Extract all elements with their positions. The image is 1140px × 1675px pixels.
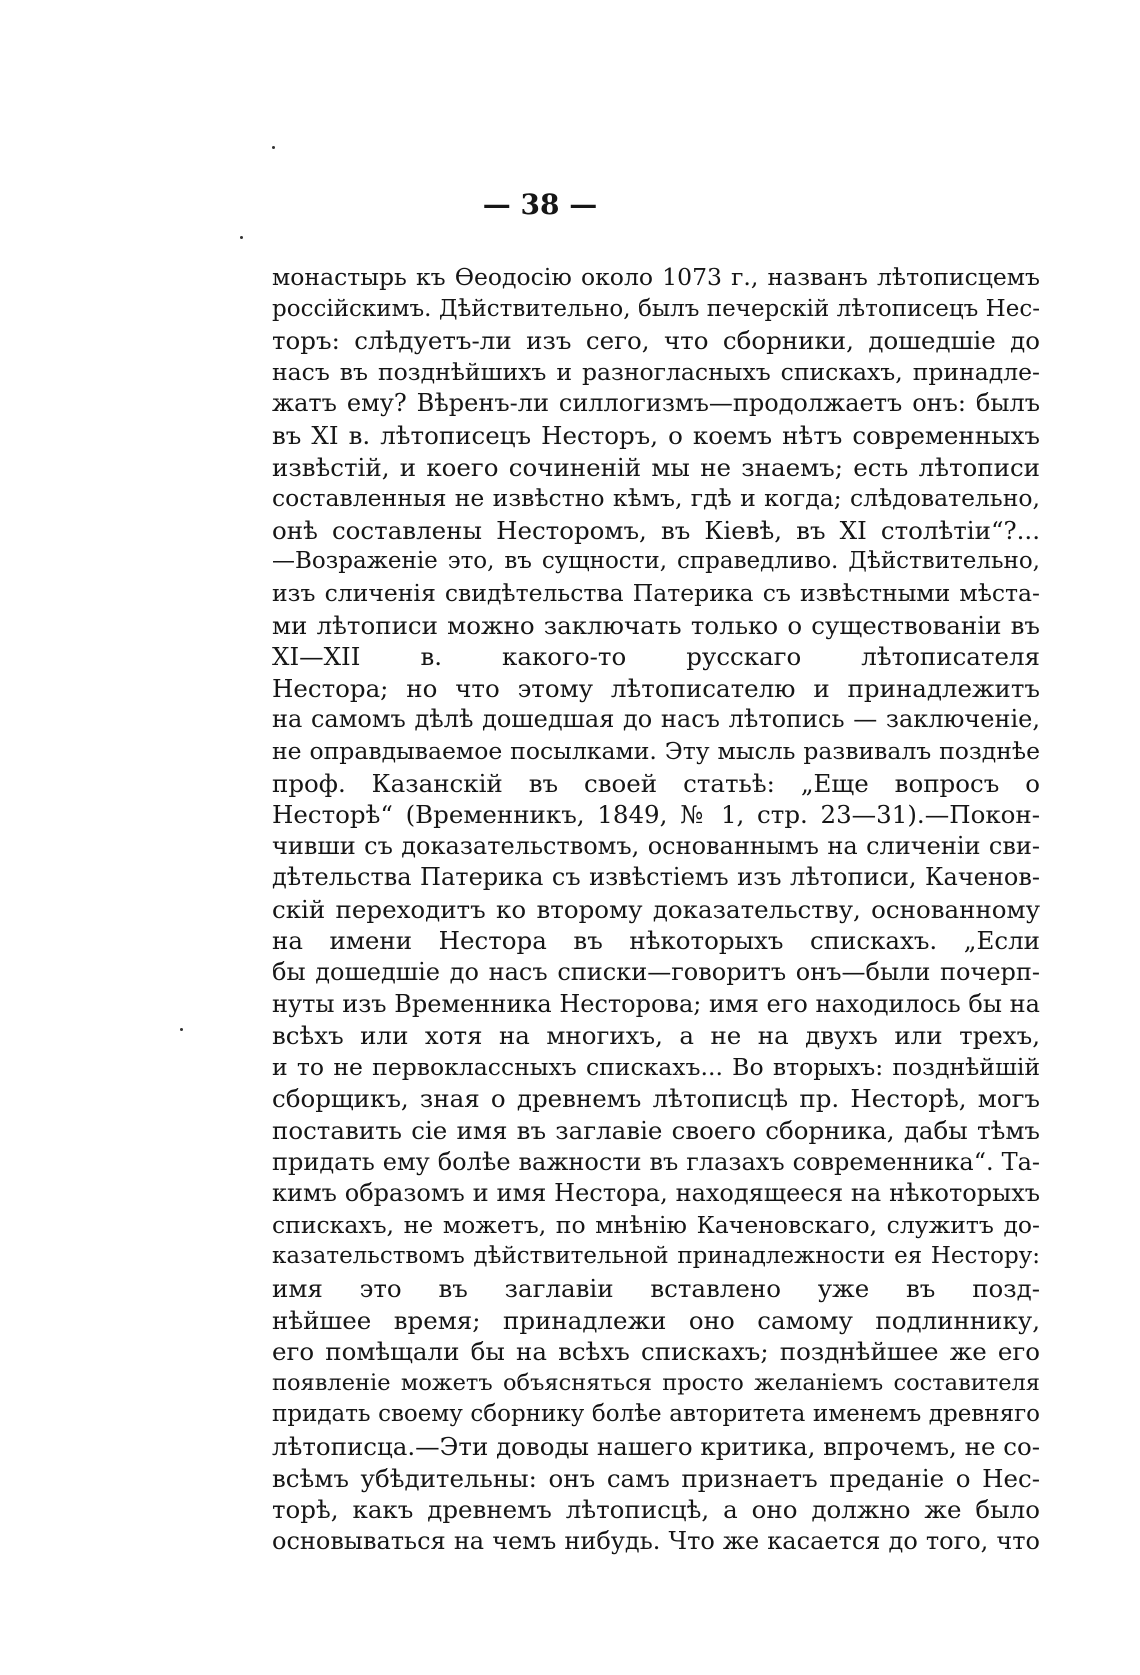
- text-line: всѣмъ убѣдительны: онъ самъ признаетъ преданіе о Нес-: [272, 1463, 1040, 1493]
- text-line: его помѣщали бы на всѣхъ спискахъ; позднѣйшее же его: [272, 1337, 1040, 1367]
- text-line: проф. Казанскій въ своей статьѣ: „Еще вопросъ о: [272, 768, 1040, 798]
- text-line: появленіе можетъ объясняться просто желаніемъ составителя: [272, 1369, 1040, 1396]
- scan-speck: [180, 1028, 183, 1031]
- text-line: въ XI в. лѣтописецъ Несторъ, о коемъ нѣтъ современныхъ: [272, 420, 1040, 450]
- text-line: бы дошедшіе до насъ списки—говоритъ онъ—были почерп-: [272, 958, 1040, 987]
- text-line: изъ сличенія свидѣтельства Патерика съ извѣстными мѣста-: [272, 578, 1040, 607]
- text-line: кимъ образомъ и имя Нестора, находящееся на нѣкоторыхъ: [272, 1179, 1040, 1208]
- text-line: жатъ ему? Вѣренъ-ли силлогизмъ—продолжаетъ онъ: былъ: [272, 389, 1040, 418]
- text-line: основываться на чемъ нибудь. Что же касается до того, что: [272, 1526, 1040, 1555]
- text-line: на самомъ дѣлѣ дошедшая до насъ лѣтопись — заключеніе,: [272, 705, 1040, 734]
- text-line: придать своему сборнику болѣе авторитета именемъ древняго: [272, 1401, 1040, 1428]
- text-line: и то не первоклассныхъ спискахъ... Во вторыхъ: позднѣйшій: [272, 1052, 1040, 1081]
- scan-speck: [240, 236, 243, 239]
- text-line: извѣстій, и коего сочиненій мы не знаемъ; есть лѣтописи: [272, 452, 1040, 482]
- text-line: дѣтельства Патерика съ извѣстіемъ изъ лѣтописи, Каченов-: [272, 863, 1040, 892]
- text-line: ми лѣтописи можно заключать только о существованіи въ: [272, 610, 1040, 640]
- text-line: составленныя не извѣстно кѣмъ, гдѣ и когда; слѣдовательно,: [272, 484, 1040, 513]
- text-line: Несторѣ“ (Временникъ, 1849, № 1, стр. 23—31).—Покон-: [272, 800, 1040, 830]
- text-line: XI—XII в. какого-то русскаго лѣтописателя: [272, 642, 1040, 672]
- text-line: имя это въ заглавіи вставлено уже въ позд-: [272, 1274, 1040, 1303]
- text-line: торъ: слѣдуетъ-ли изъ сего, что сборники, дошедшіе до: [272, 326, 1040, 356]
- text-line: насъ въ позднѣйшихъ и разногласныхъ спискахъ, принадле-: [272, 357, 1040, 386]
- text-line: придать ему болѣе важности въ глазахъ современника“. Та-: [272, 1147, 1040, 1176]
- text-line: скій переходитъ ко второму доказательству, основанному: [272, 894, 1040, 924]
- text-line: онѣ составлены Несторомъ, въ Кіевѣ, въ XI столѣтіи“?...: [272, 515, 1040, 545]
- text-line: на имени Нестора въ нѣкоторыхъ спискахъ. „Если: [272, 926, 1040, 956]
- text-line: спискахъ, не можетъ, по мнѣнію Каченовскаго, служитъ до-: [272, 1210, 1040, 1239]
- body-text: [272, 262, 1040, 1557]
- text-line: нуты изъ Временника Несторова; имя его находилось бы на: [272, 989, 1040, 1018]
- text-line: поставить сіе имя въ заглавіе своего сборника, дабы тѣмъ: [272, 1116, 1040, 1146]
- text-line: торѣ, какъ древнемъ лѣтописцѣ, а оно должно же было: [272, 1495, 1040, 1525]
- text-line: лѣтописца.—Эти доводы нашего критика, впрочемъ, не со-: [272, 1431, 1040, 1461]
- text-line: чивши съ доказательствомъ, основаннымъ на сличеніи сви-: [272, 831, 1040, 860]
- text-line: монастырь къ Ѳеодосію около 1073 г., названъ лѣтописцемъ: [272, 263, 1040, 291]
- text-line: нѣйшее время; принадлежи оно самому подлиннику,: [272, 1305, 1040, 1335]
- text-line: не оправдываемое посылками. Эту мысль развивалъ позднѣе: [272, 736, 1040, 765]
- text-line: всѣхъ или хотя на многихъ, а не на двухъ или трехъ,: [272, 1021, 1040, 1051]
- text-line: россійскимъ. Дѣйствительно, былъ печерскій лѣтописецъ Нес-: [272, 295, 1040, 322]
- page-number: — 38 —: [482, 188, 598, 221]
- text-line: сборщикъ, зная о древнемъ лѣтописцѣ пр. Несторѣ, могъ: [272, 1084, 1040, 1114]
- text-line: казательствомъ дѣйствительной принадлежности ея Нестору:: [272, 1243, 1040, 1270]
- text-line: —Возраженіе это, въ сущности, справедливо. Дѣйствительно,: [272, 548, 1040, 575]
- text-line: Нестора; но что этому лѣтописателю и принадлежитъ: [272, 673, 1040, 703]
- scan-speck: [272, 146, 275, 149]
